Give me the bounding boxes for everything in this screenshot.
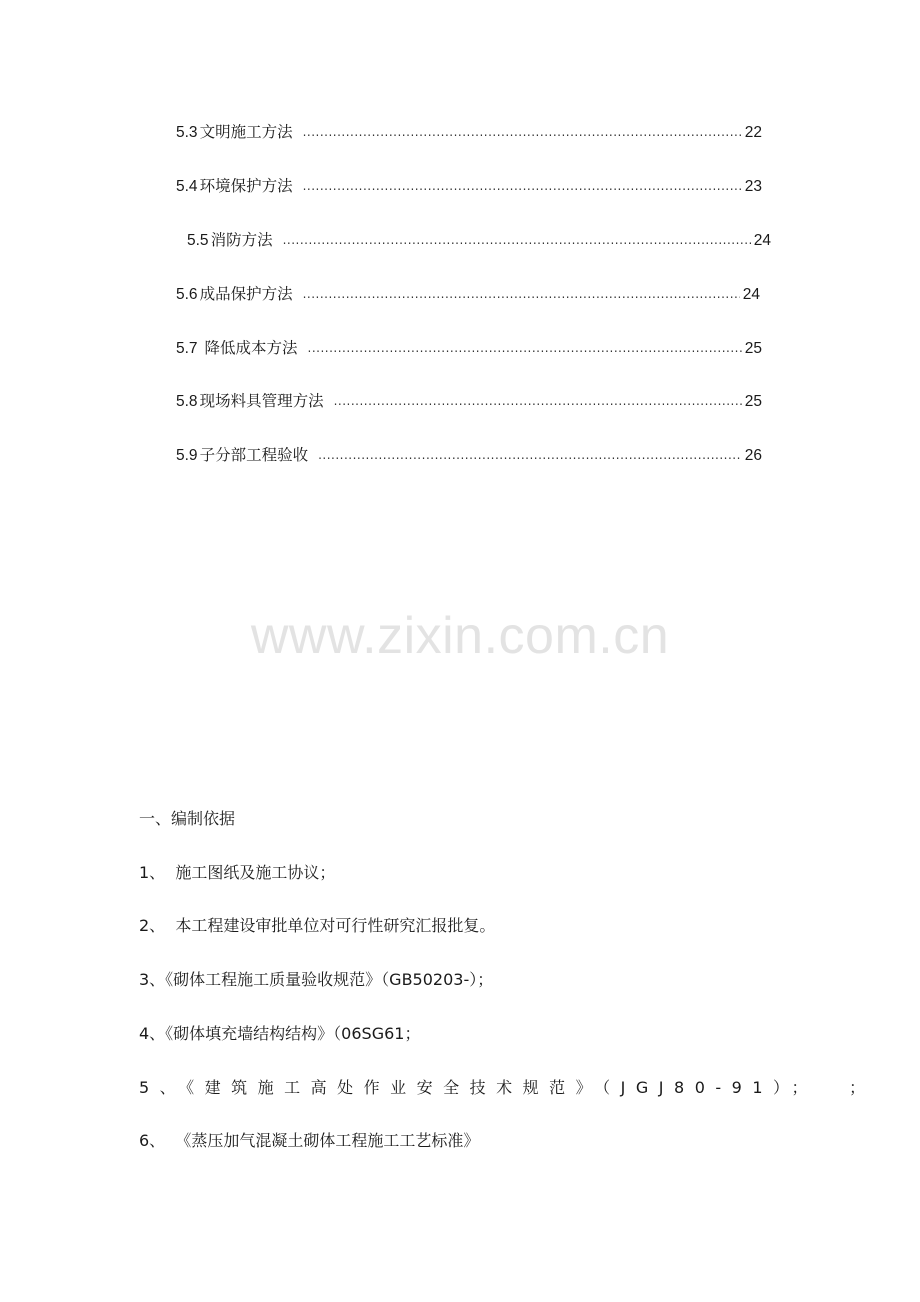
toc-entry-5-6[interactable] <box>176 282 760 304</box>
toc-entry-number: 5.7 <box>176 340 198 357</box>
toc-entry-page: 22 <box>744 124 762 141</box>
toc-entry-5-5[interactable] <box>187 228 771 250</box>
basis-item-3: 3、《砌体工程施工质量验收规范》（GB50203-）； <box>139 970 494 989</box>
toc-dot-leader <box>283 233 751 250</box>
toc-entry-title: 子分部工程验收 <box>199 446 309 464</box>
toc-entry-number: 5.8 <box>176 393 198 410</box>
toc-dot-leader <box>303 125 742 142</box>
toc-dot-leader <box>318 448 742 465</box>
toc-dot-leader <box>303 179 742 196</box>
toc-dot-leader <box>334 394 742 411</box>
toc-entry-page: 26 <box>744 447 762 464</box>
toc-entry-number: 5.4 <box>176 178 198 195</box>
toc-entry-5-7[interactable] <box>176 336 762 358</box>
toc-entry-title: 降低成本方法 <box>199 339 298 357</box>
toc-entry-page: 24 <box>753 232 771 249</box>
toc-entry-5-3[interactable] <box>176 120 762 142</box>
toc-entry-page: 23 <box>744 178 762 195</box>
toc-entry-number: 5.9 <box>176 447 198 464</box>
basis-item-1: 1、 施工图纸及施工协议； <box>139 863 336 882</box>
basis-item-6: 6、 《蒸压加气混凝土砌体工程施工工艺标准》 <box>139 1131 480 1150</box>
toc-entry-title: 消防方法 <box>210 231 273 249</box>
toc-dot-leader <box>308 341 742 358</box>
toc-entry-page: 25 <box>744 340 762 357</box>
toc-entry-number: 5.6 <box>176 286 198 303</box>
toc-entry-page: 24 <box>742 286 760 303</box>
toc-entry-5-8[interactable] <box>176 389 762 411</box>
basis-item-4: 4、《砌体填充墙结构结构》（06SG61； <box>139 1024 421 1043</box>
toc-dot-leader <box>303 287 740 304</box>
basis-item-5: 5、《建筑施工高处作业安全技术规范》（JGJ80-91）； ； <box>139 1078 876 1097</box>
toc-entry-page: 25 <box>744 393 762 410</box>
toc-entry-title: 成品保护方法 <box>199 285 293 303</box>
basis-item-2: 2、 本工程建设审批单位对可行性研究汇报批复。 <box>139 916 496 935</box>
toc-entry-title: 现场料具管理方法 <box>199 392 324 410</box>
section-heading: 一、编制依据 <box>139 809 236 828</box>
toc-entry-5-9[interactable] <box>176 443 762 465</box>
watermark: www.zixin.com.cn <box>250 607 670 665</box>
toc-entry-5-4[interactable] <box>176 174 762 196</box>
toc-entry-number: 5.3 <box>176 124 198 141</box>
toc-entry-title: 环境保护方法 <box>199 177 293 195</box>
toc-entry-number: 5.5 <box>187 232 209 249</box>
toc-entry-title: 文明施工方法 <box>199 123 293 141</box>
